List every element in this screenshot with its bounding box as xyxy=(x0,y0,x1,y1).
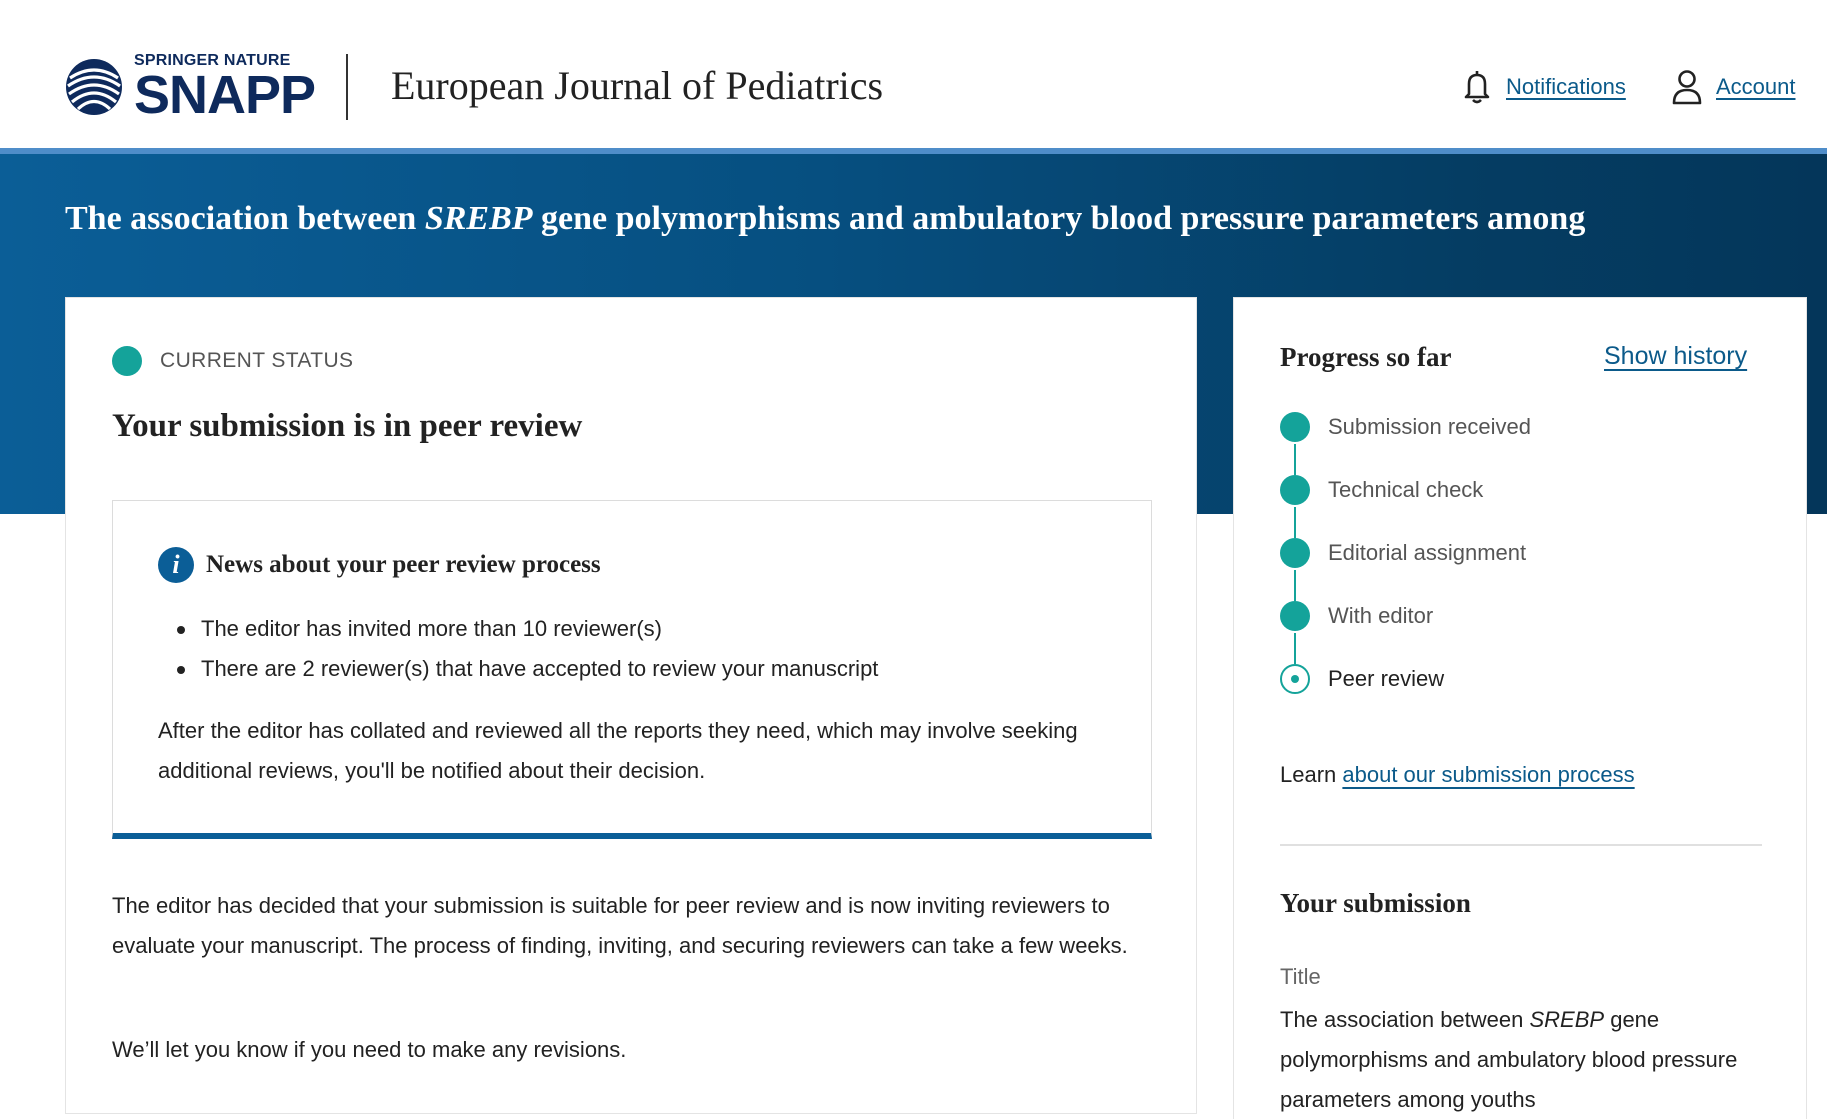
timeline-step xyxy=(1280,475,1531,538)
account-label[interactable]: Account xyxy=(1716,74,1796,99)
list-item: There are 2 reviewer(s) that have accepted to review your manuscript xyxy=(173,649,878,689)
progress-card xyxy=(1233,297,1807,1119)
progress-timeline xyxy=(1280,412,1531,727)
manuscript-title xyxy=(65,200,1585,238)
news-panel xyxy=(112,500,1152,839)
journal-title: European Journal of Pediatrics xyxy=(391,63,884,108)
step-label: With editor xyxy=(1328,603,1434,628)
step-label: Peer review xyxy=(1328,666,1445,691)
news-header xyxy=(158,547,601,583)
show-history-link[interactable]: Show history xyxy=(1604,342,1748,370)
divider xyxy=(1280,844,1762,846)
step-complete-icon xyxy=(1280,475,1310,505)
timeline-connector xyxy=(1294,444,1296,475)
list-item: The editor has invited more than 10 reviewer(s) xyxy=(173,609,878,649)
submission-title-gene: SREBP xyxy=(1529,1007,1605,1032)
timeline-step xyxy=(1280,601,1531,664)
timeline-step xyxy=(1280,412,1531,475)
current-status xyxy=(112,346,353,376)
bell-icon xyxy=(1460,68,1494,106)
news-paragraph: After the editor has collated and reviewed all the reports they need, which may involve seeking additional reviews, you'll be notified about their decision. xyxy=(158,718,1078,783)
step-complete-icon xyxy=(1280,538,1310,568)
submission-process-link[interactable]: about our submission process xyxy=(1342,762,1635,787)
your-submission-heading: Your submission xyxy=(1280,888,1471,918)
step-label: Submission received xyxy=(1328,414,1531,439)
account-link[interactable] xyxy=(1670,68,1796,106)
submission-title xyxy=(1280,1000,1780,1119)
manuscript-title-suffix: gene polymorphisms and ambulatory blood pressure parameters among xyxy=(532,200,1586,237)
user-icon xyxy=(1670,68,1704,106)
step-label: Technical check xyxy=(1328,477,1484,502)
status-description: The editor has decided that your submission is suitable for peer review and is now inviting reviewers to evaluate your manuscript. The process of finding, inviting, and securing reviewers can take a few weeks. xyxy=(112,893,1128,958)
learn-prefix: Learn xyxy=(1280,762,1343,787)
step-current-icon xyxy=(1280,664,1310,694)
manuscript-title-prefix: The association between xyxy=(65,200,425,237)
top-header xyxy=(0,0,1827,148)
snapp-logo[interactable] xyxy=(64,52,316,125)
logo-product: SNAPP xyxy=(134,65,316,125)
status-label: CURRENT STATUS xyxy=(160,349,354,372)
logo-publisher: SPRINGER NATURE xyxy=(134,52,291,69)
progress-heading: Progress so far xyxy=(1280,342,1452,372)
step-label: Editorial assignment xyxy=(1328,540,1527,565)
status-heading: Your submission is in peer review xyxy=(112,408,583,444)
header-divider xyxy=(346,54,348,120)
title-label: Title xyxy=(1280,964,1321,989)
news-title: News about your peer review process xyxy=(206,551,601,578)
timeline-connector xyxy=(1294,633,1296,664)
notifications-link[interactable] xyxy=(1460,68,1626,106)
timeline-connector xyxy=(1294,570,1296,601)
submission-title-suffix: gene polymorphisms and ambulatory blood pressure parameters among youths xyxy=(1280,1007,1738,1112)
step-complete-icon xyxy=(1280,601,1310,631)
news-list xyxy=(173,609,878,689)
step-complete-icon xyxy=(1280,412,1310,442)
revisions-note: We’ll let you know if you need to make any revisions. xyxy=(112,1037,627,1062)
submission-title-prefix: The association between xyxy=(1280,1007,1530,1032)
status-card xyxy=(65,297,1197,1114)
timeline-connector xyxy=(1294,507,1296,538)
info-icon: i xyxy=(158,547,194,583)
learn-text xyxy=(1280,762,1635,788)
notifications-label[interactable]: Notifications xyxy=(1506,74,1626,99)
manuscript-title-gene: SREBP xyxy=(424,200,533,237)
status-dot-icon xyxy=(112,346,142,376)
timeline-step-current xyxy=(1280,664,1531,727)
timeline-step xyxy=(1280,538,1531,601)
springer-nature-logo-icon xyxy=(64,54,124,120)
